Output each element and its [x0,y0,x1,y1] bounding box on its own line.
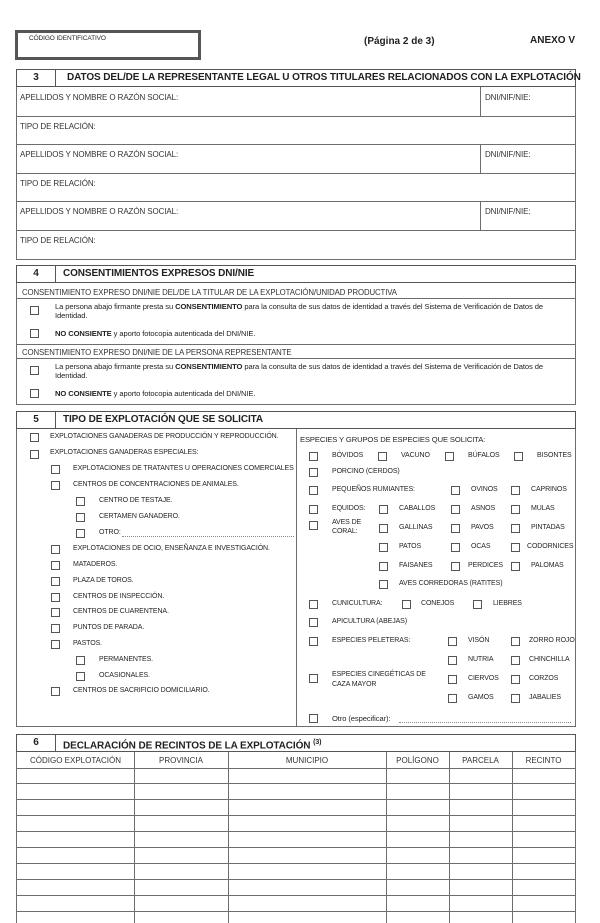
checkbox-otro-centro[interactable] [76,529,85,538]
table-column-divider [386,752,387,923]
species-bovidos: BÓVIDOS [332,452,364,459]
checkbox-pastos[interactable] [51,640,60,649]
code-label: CÓDIGO IDENTIFICATIVO [29,35,106,42]
species-pavos: PAVOS [471,524,494,531]
checkbox-gallinas[interactable] [379,524,388,533]
option-cuarentena: CENTROS DE CUARENTENA. [73,608,169,615]
name-field-3[interactable]: APELLIDOS Y NOMBRE O RAZÓN SOCIAL: [20,207,179,216]
species-asnos: ASNOS [471,505,496,512]
checkbox-ciervos[interactable] [448,675,457,684]
checkbox-inspeccion[interactable] [51,593,60,602]
table-row[interactable] [17,768,575,769]
species-title: ESPECIES Y GRUPOS DE ESPECIES QUE SOLICITA: [300,435,486,444]
checkbox-perdices[interactable] [451,562,460,571]
recintos-table [16,752,576,923]
section-title: DATOS DEL/DE LA REPRESENTANTE LEGAL U OTROS TITULARES RELACIONADOS CON LA EXPLOTACIÓN [67,72,581,83]
table-column-divider [449,752,450,923]
species-apicultura: APICULTURA (ABEJAS) [332,618,407,625]
species-pintadas: PINTADAS [531,524,565,531]
checkbox-palomas[interactable] [511,562,520,571]
otro-especie-input[interactable] [399,722,571,723]
species-bisontes: BISONTES [537,452,572,459]
species-patos: PATOS [399,543,422,550]
option-certamen: CERTAMEN GANADERO. [99,513,180,520]
dni-field-3[interactable]: DNI/NIF/NIE: [485,207,531,216]
consent-checkbox[interactable] [30,366,39,375]
checkbox-gamos[interactable] [448,694,457,703]
col-codigo: CÓDIGO EXPLOTACIÓN [30,756,121,765]
checkbox-ovinos[interactable] [451,486,460,495]
species-cunicultura: CUNICULTURA: [332,600,383,607]
checkbox-corzos[interactable] [511,675,520,684]
species-mulas: MULAS [531,505,555,512]
checkbox-zorro[interactable] [511,637,520,646]
checkbox-mulas[interactable] [511,505,520,514]
species-chinchilla: CHINCHILLA [529,656,570,663]
checkbox-ocasionales[interactable] [76,672,85,681]
checkbox-caballos[interactable] [379,505,388,514]
no-consent-text: NO CONSIENTE y aporto fotocopia autenticada del DNI/NIE. [55,329,256,338]
species-faisanes: FAISANES [399,562,433,569]
checkbox-conejos[interactable] [402,600,411,609]
checkbox-otro-especie[interactable] [309,714,318,723]
checkbox-nutria[interactable] [448,656,457,665]
species-gallinas: GALLINAS [399,524,433,531]
table-row[interactable] [17,815,575,816]
no-consent-checkbox[interactable] [30,389,39,398]
species-cinegeticas-line2: CAZA MAYOR [332,681,377,688]
checkbox-permanentes[interactable] [76,656,85,665]
no-consent-text: NO CONSIENTE y aporto fotocopia autenticada del DNI/NIE. [55,389,256,398]
table-row[interactable] [17,783,575,784]
species-aves: AVES DE [332,519,362,526]
option-pastos: PASTOS. [73,640,102,647]
checkbox-asnos[interactable] [451,505,460,514]
species-equidos: EQUIDOS: [332,505,366,512]
checkbox-vacuno[interactable] [378,452,387,461]
consent-checkbox[interactable] [30,306,39,315]
col-poligono: POLÍGONO [396,756,439,765]
relation-field-3[interactable]: TIPO DE RELACIÓN: [20,236,96,245]
table-row[interactable] [17,831,575,832]
otro-centro-input[interactable] [122,536,294,537]
checkbox-especiales[interactable] [30,450,39,459]
page-number: (Página 2 de 3) [364,36,435,47]
checkbox-cinegeticas[interactable] [309,674,318,683]
table-row[interactable] [17,799,575,800]
col-provincia: PROVINCIA [158,756,203,765]
section-title: TIPO DE EXPLOTACIÓN QUE SE SOLICITA [63,414,264,425]
species-cinegeticas: ESPECIES CINEGÉTICAS DE [332,671,426,678]
checkbox-plaza-toros[interactable] [51,577,60,586]
section-3-header [16,69,581,87]
species-corredoras: AVES CORREDORAS (RATITES) [399,580,503,587]
consent-representative-heading: CONSENTIMIENTO EXPRESO DNI/NIE DE LA PERSONA REPRESENTANTE [22,348,292,357]
species-zorro: ZORRO ROJO [529,637,575,644]
section-number: 3 [17,70,56,86]
species-peleteras: ESPECIES PELETERAS: [332,637,411,644]
checkbox-ocas[interactable] [451,543,460,552]
option-produccion: EXPLOTACIONES GANADERAS DE PRODUCCIÓN Y REPRODUCCIÓN. [50,433,279,440]
species-bufalos: BÚFALOS [468,452,500,459]
checkbox-vison[interactable] [448,637,457,646]
section-4-header [16,265,576,283]
species-ciervos: CIERVOS [468,675,499,682]
table-column-divider [512,752,513,923]
section-6-header [16,734,576,752]
option-testaje: CENTRO DE TESTAJE. [99,497,173,504]
species-vison: VISÓN [468,637,490,644]
checkbox-porcino[interactable] [309,468,318,477]
checkbox-apicultura[interactable] [309,618,318,627]
checkbox-patos[interactable] [379,543,388,552]
checkbox-peleteras[interactable] [309,637,318,646]
table-row[interactable] [17,895,575,896]
section-title: CONSENTIMIENTOS EXPRESOS DNI/NIE [63,268,255,279]
species-perdices: PERDICES [468,562,503,569]
option-permanentes: PERMANENTES. [99,656,154,663]
checkbox-bufalos[interactable] [445,452,454,461]
species-jabalies: JABALIES [529,694,561,701]
section-5-header [16,411,576,429]
code-box[interactable] [15,30,201,60]
option-sacrificio: CENTROS DE SACRIFICIO DOMICILIARIO. [73,687,210,694]
option-ocasionales: OCASIONALES. [99,672,150,679]
option-otro-centro: OTRO: [99,529,121,536]
checkbox-pintadas[interactable] [511,524,520,533]
col-municipio: MUNICIPIO [285,756,329,765]
table-row[interactable] [17,911,575,912]
species-conejos: CONEJOS [421,600,455,607]
option-parada: PUNTOS DE PARADA. [73,624,145,631]
checkbox-faisanes[interactable] [379,562,388,571]
species-nutria: NUTRIA [468,656,494,663]
table-row[interactable] [17,879,575,880]
species-palomas: PALOMAS [531,562,564,569]
table-column-divider [228,752,229,923]
species-aves-line2: CORAL: [332,528,358,535]
species-codornices: CODORNICES [527,543,574,550]
option-concentraciones: CENTROS DE CONCENTRACIONES DE ANIMALES. [73,481,239,488]
checkbox-mataderos[interactable] [51,561,60,570]
species-rumiantes: PEQUEÑOS RUMIANTES: [332,486,415,493]
name-field-1[interactable]: APELLIDOS Y NOMBRE O RAZÓN SOCIAL: [20,93,179,102]
checkbox-rumiantes[interactable] [309,486,318,495]
species-otro: Otro (especificar): [332,714,391,723]
checkbox-aves[interactable] [309,521,318,530]
consent-text: La persona abajo firmante presta su CONSENTIMIENTO para la consulta de sus datos de identidad a través del Sistema de Verificación de Datos de Identidad. [55,362,543,380]
checkbox-ocio[interactable] [51,545,60,554]
section-number: 4 [17,266,56,282]
checkbox-liebres[interactable] [473,600,482,609]
checkbox-caprinos[interactable] [511,486,520,495]
col-recinto: RECINTO [525,756,562,765]
dni-field-1[interactable]: DNI/NIF/NIE: [485,93,531,102]
table-row[interactable] [17,863,575,864]
checkbox-chinchilla[interactable] [511,656,520,665]
species-gamos: GAMOS [468,694,494,701]
table-row[interactable] [17,847,575,848]
no-consent-checkbox[interactable] [30,329,39,338]
relation-field-1[interactable]: TIPO DE RELACIÓN: [20,122,96,131]
annex-label: ANEXO V [530,35,576,46]
checkbox-equidos[interactable] [309,505,318,514]
section-title: DECLARACIÓN DE RECINTOS DE LA EXPLOTACIÓN $^{(3)}$ [63,739,322,752]
checkbox-cunicultura[interactable] [309,600,318,609]
section-number: 6 [17,735,56,751]
species-ovinos: OVINOS [471,486,498,493]
checkbox-codornices[interactable] [511,543,520,552]
checkbox-jabalies[interactable] [511,694,520,703]
dni-field-2[interactable]: DNI/NIF/NIE: [485,150,531,159]
footnote-ref: (3) [313,739,322,746]
option-plaza-toros: PLAZA DE TOROS. [73,577,134,584]
option-mataderos: MATADEROS. [73,561,118,568]
option-tratantes: EXPLOTACIONES DE TRATANTES U OPERACIONES COMERCIALES [73,465,294,472]
checkbox-parada[interactable] [51,624,60,633]
consent-holder-heading: CONSENTIMIENTO EXPRESO DNI/NIE DEL/DE LA TITULAR DE LA EXPLOTACIÓN/UNIDAD PRODUCTIVA [22,288,397,297]
checkbox-testaje[interactable] [76,497,85,506]
table-column-divider [134,752,135,923]
species-corzos: CORZOS [529,675,559,682]
species-vacuno: VACUNO [401,452,430,459]
checkbox-bovidos[interactable] [309,452,318,461]
checkbox-sacrificio[interactable] [51,687,60,696]
species-porcino: PORCINO (CERDOS) [332,468,400,475]
name-field-2[interactable]: APELLIDOS Y NOMBRE O RAZÓN SOCIAL: [20,150,179,159]
checkbox-pavos[interactable] [451,524,460,533]
section-number: 5 [17,412,56,428]
checkbox-corredoras[interactable] [379,580,388,589]
option-especiales: EXPLOTACIONES GANADERAS ESPECIALES: [50,449,199,456]
option-ocio: EXPLOTACIONES DE OCIO, ENSEÑANZA E INVESTIGACIÓN. [73,545,270,552]
species-liebres: LIEBRES [493,600,522,607]
checkbox-cuarentena[interactable] [51,608,60,617]
checkbox-concentraciones[interactable] [51,481,60,490]
checkbox-tratantes[interactable] [51,465,60,474]
species-caprinos: CAPRINOS [531,486,567,493]
checkbox-certamen[interactable] [76,513,85,522]
species-caballos: CABALLOS [399,505,436,512]
species-ocas: OCAS [471,543,491,550]
consent-text: La persona abajo firmante presta su CONSENTIMIENTO para la consulta de sus datos de identidad a través del Sistema de Verificación de Datos de Identidad. [55,302,543,320]
checkbox-bisontes[interactable] [514,452,523,461]
option-inspeccion: CENTROS DE INSPECCIÓN. [73,593,165,600]
col-parcela: PARCELA [462,756,499,765]
relation-field-2[interactable]: TIPO DE RELACIÓN: [20,179,96,188]
checkbox-produccion[interactable] [30,433,39,442]
